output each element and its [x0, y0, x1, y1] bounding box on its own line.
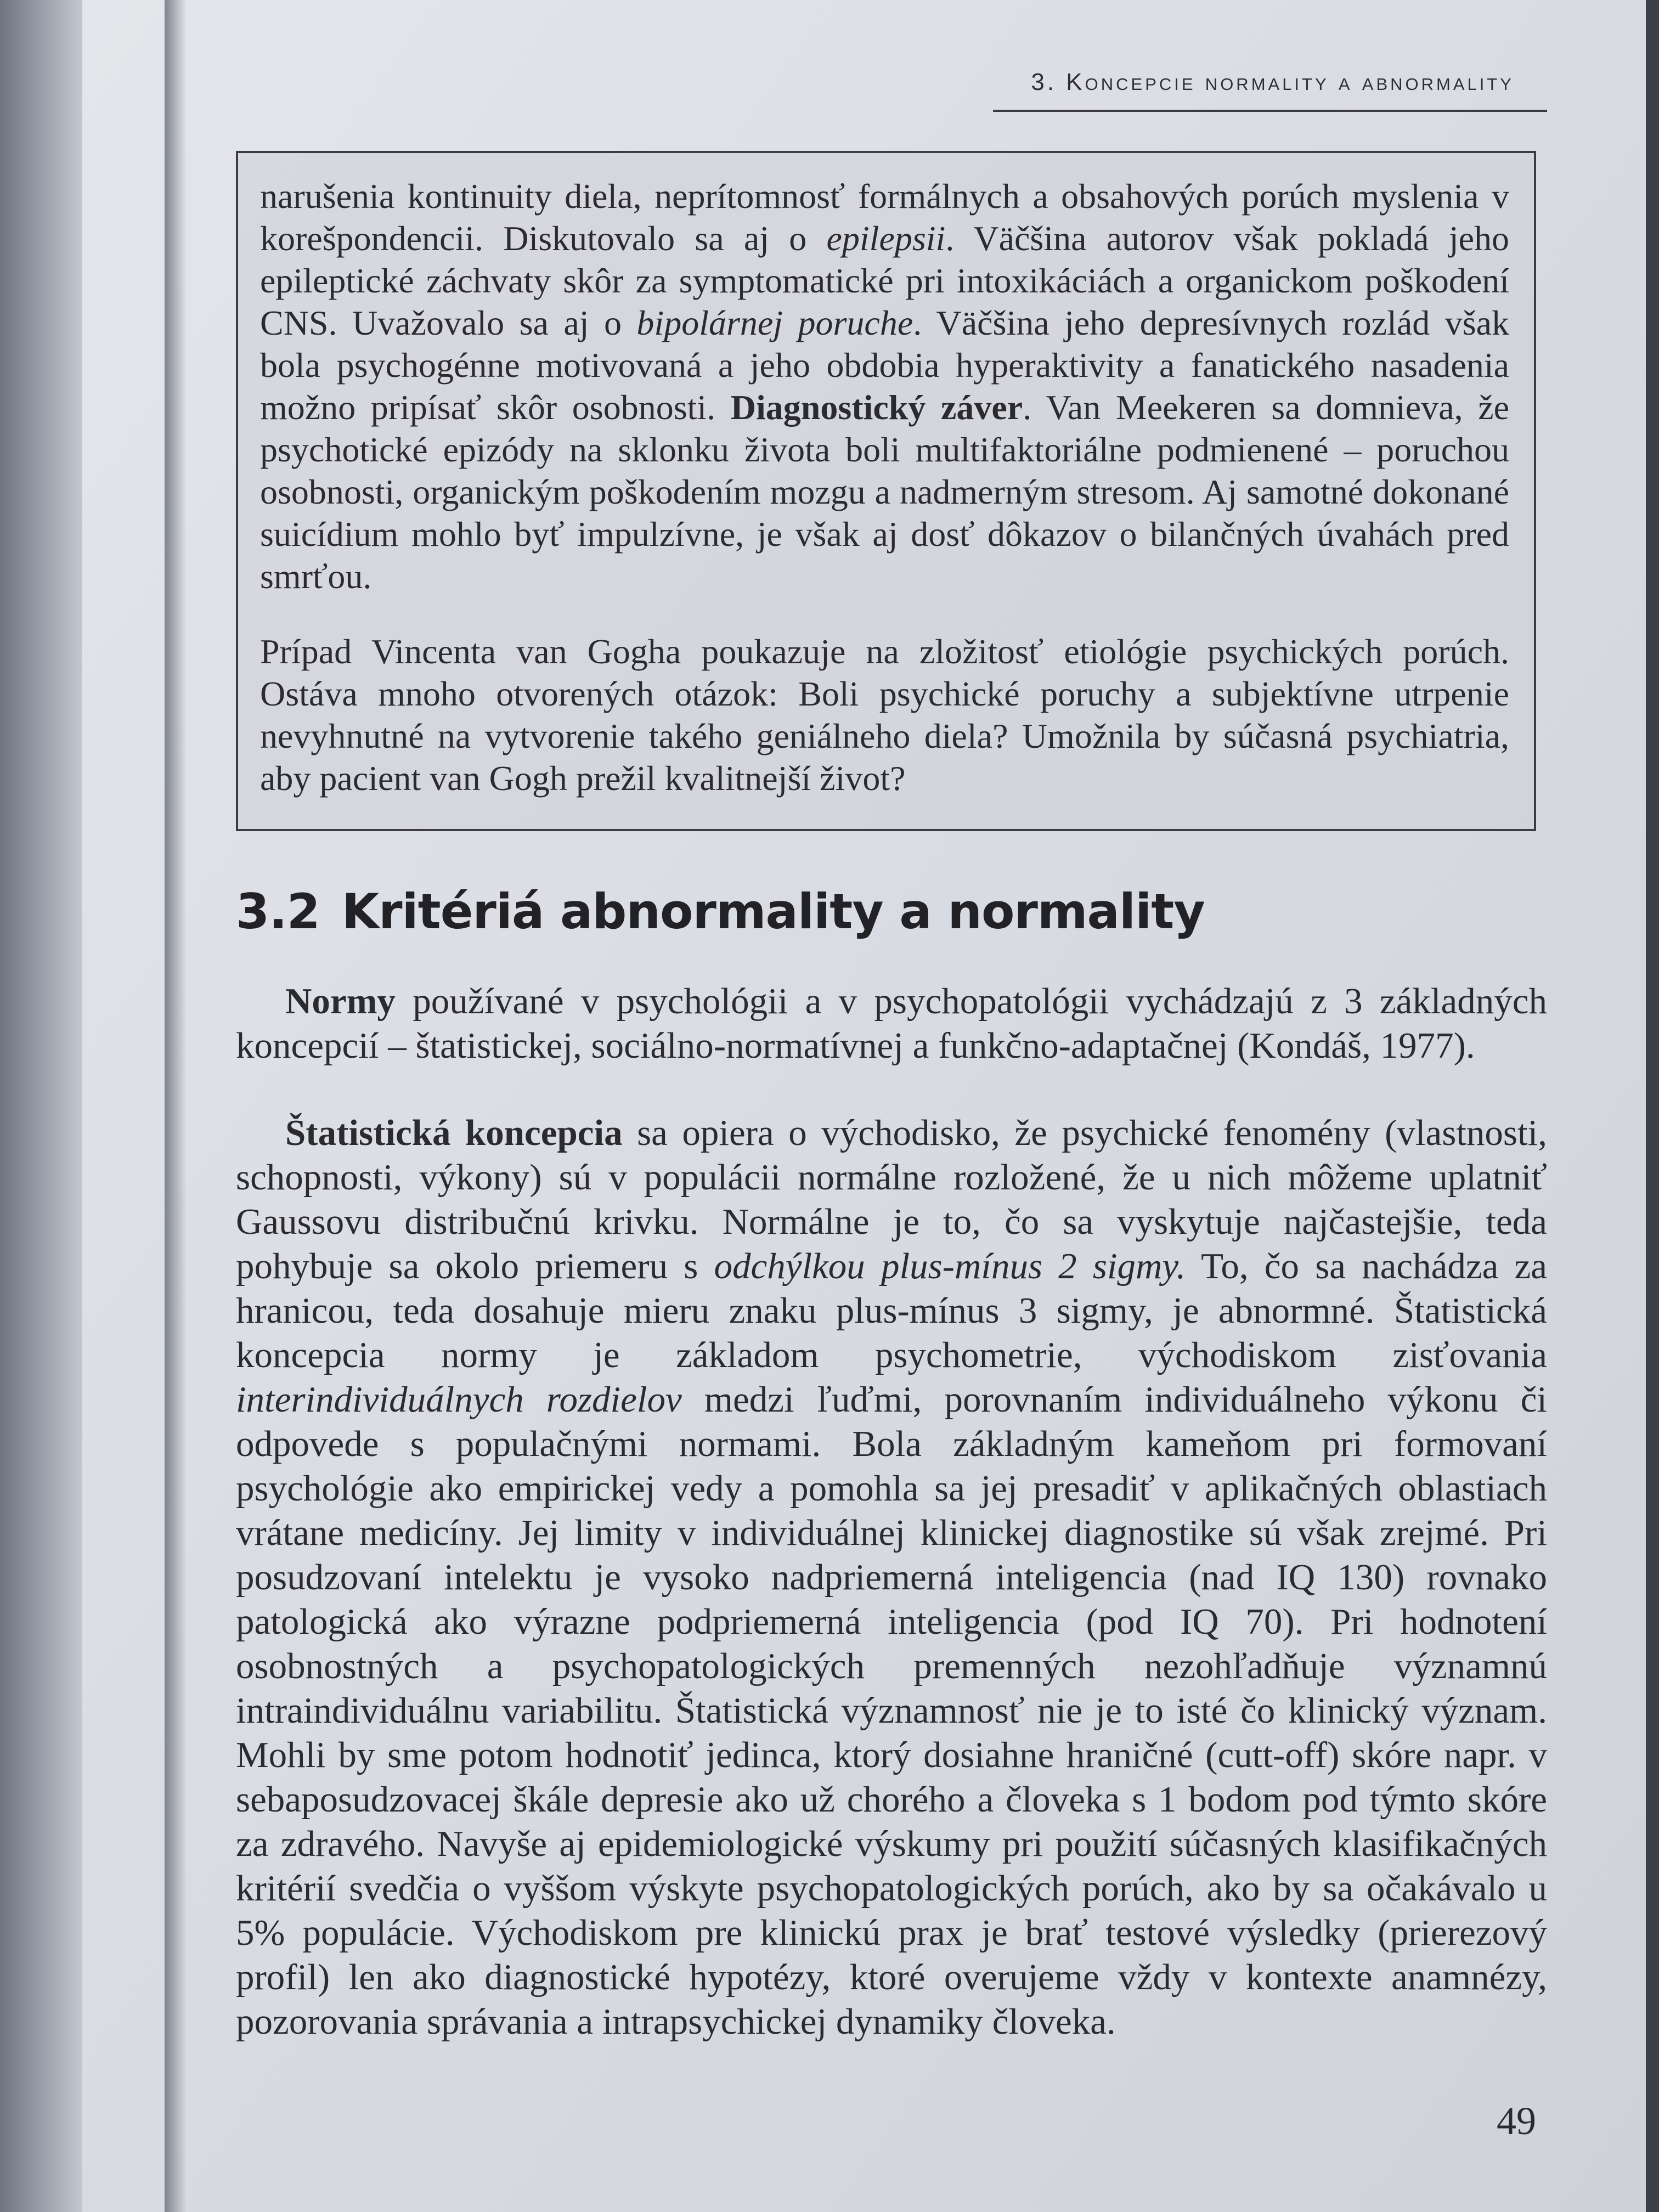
- box-p1-italic-epilepsii: epilepsii: [826, 219, 946, 258]
- body-p2-text-1: sa opiera o východisko, že psychické fenomény (vlastnosti, schopnosti, výkony) sú v populácii normálne rozložené, že u nich môžeme uplatniť Gaussovu distribučnú krivku. Normálne je to, čo sa vyskytuje najčastejšie, teda pohybuje sa okolo priemeru s: [236, 1113, 1547, 1286]
- page-content: [236, 0, 1564, 2212]
- body-p1-bold: Normy: [285, 981, 396, 1022]
- body-paragraph-2: [236, 1111, 1547, 2044]
- box-paragraph-2: Prípad Vincenta van Gogha poukazuje na zložitosť etiológie psychických porúch. Ostáva mnoho otvorených otázok: Boli psychické poruchy a subjektívne utrpenie nevyhnutné na vytvorenie takého geniálneho diela? Umožnila by súčasná psychiatria, aby pacient van Gogh prežil kvalitnejší život?: [260, 632, 1509, 798]
- book-page: [82, 0, 1646, 2212]
- section-number: 3.2: [236, 883, 320, 940]
- section-heading: [236, 883, 1227, 940]
- header-rule: [993, 110, 1547, 112]
- case-study-box: [236, 151, 1536, 831]
- box-paragraph-1: [260, 175, 1509, 597]
- body-p2-italic-1: odchýlkou plus-mínus 2 sigmy.: [714, 1246, 1186, 1286]
- body-p2-bold: Štatistická koncepcia: [285, 1113, 623, 1153]
- box-p1-text-1: narušenia kontinuity diela, neprítomnosť formálnych a obsahových porúch myslenia v korešpondencii. Diskutovalo sa aj o: [260, 177, 1509, 258]
- adjacent-page-edge: [0, 0, 82, 2212]
- body-p2-text-3: medzi ľuďmi, porovnaním individuálneho výkonu či odpovede s populačnými normami. Bola základným kameňom pri formovaní psychológie ako empirickej vedy a pomohla sa jej presadiť v aplikačných oblastiach vrátane medicíny. Jej limity v individuálnej klinickej diagnostike sú však zrejmé. Pri posudzovaní intelektu je vysoko nadpriemerná inteligencia (nad IQ 130) rovnako patologická ako výrazne podpriemerná inteligencia (pod IQ 70). Pri hodnotení osobnostných a psychopatologických premenných nezohľadňuje významnú intraindividuálnu variabilitu. Štatistická významnosť nie je to isté čo klinický význam. Mohli by sme potom hodnotiť jedinca, ktorý dosiahne hraničné (cutt-off) skóre napr. v sebaposudzovacej škále depresie ako už chorého a človeka s 1 bodom pod týmto skóre za zdravého. Navyše aj epidemiologické výskumy pri použití súčasných klasifikačných kritérií svedčia o vyššom výskyte psychopatologických porúch, ako by sa očakávalo u 5% populácie. Východiskom pre klinickú prax je brať testové výsledky (prierezový profil) len ako diagnostické hypotézy, ktoré overujeme vždy v kontexte anamnézy, pozorovania správania a intrapsychickej dynamiky človeka.: [236, 1379, 1547, 2042]
- body-p2-italic-2: interindividuálnych rozdielov: [236, 1379, 682, 1420]
- box-p1-text-2: . Väčšina autorov však pokladá jeho epileptické záchvaty skôr za symptomatické pri intoxikáciách a organickom poškodení CNS. Uvažovalo sa aj o: [260, 219, 1509, 342]
- box-p1-bold-label: Diagnostický záver: [730, 388, 1023, 427]
- running-header: 3. Koncepcie normality a abnormality: [1031, 69, 1514, 95]
- box-p1-text-3: . Väčšina jeho depresívnych rozlád však bola psychogénne motivovaná a jeho obdobia hyperaktivity a fanatického nasadenia možno pripísať skôr osobnosti.: [260, 303, 1509, 427]
- page-number: 49: [1497, 2099, 1536, 2143]
- box-p1-italic-bipolar: bipolárnej poruche: [636, 303, 913, 342]
- spine-shadow: [165, 0, 187, 2212]
- body-paragraph-1: [236, 979, 1547, 1068]
- box-p1-text-4: . Van Meekeren sa domnieva, že psychotické epizódy na sklonku života boli multifaktoriálne podmienené – poruchou osobnosti, organickým poškodením mozgu a nadmerným stresom. Aj samotné dokonané suicídium mohlo byť impulzívne, je však aj dosť dôkazov o bilančných úvahách pred smrťou.: [260, 388, 1510, 596]
- section-title-text: Kritériá abnormality a normality: [341, 883, 1205, 940]
- body-p1-text: používané v psychológii a v psychopatológii vychádzajú z 3 základných koncepcií – štatistickej, sociálno-normatívnej a funkčno-adaptačnej (Kondáš, 1977).: [236, 981, 1547, 1066]
- body-p2-text-2: To, čo sa nachádza za hranicou, teda dosahuje mieru znaku plus-mínus 3 sigmy, je abnormné. Štatistická koncepcia normy je základom psychometrie, východiskom zisťovania: [236, 1246, 1547, 1375]
